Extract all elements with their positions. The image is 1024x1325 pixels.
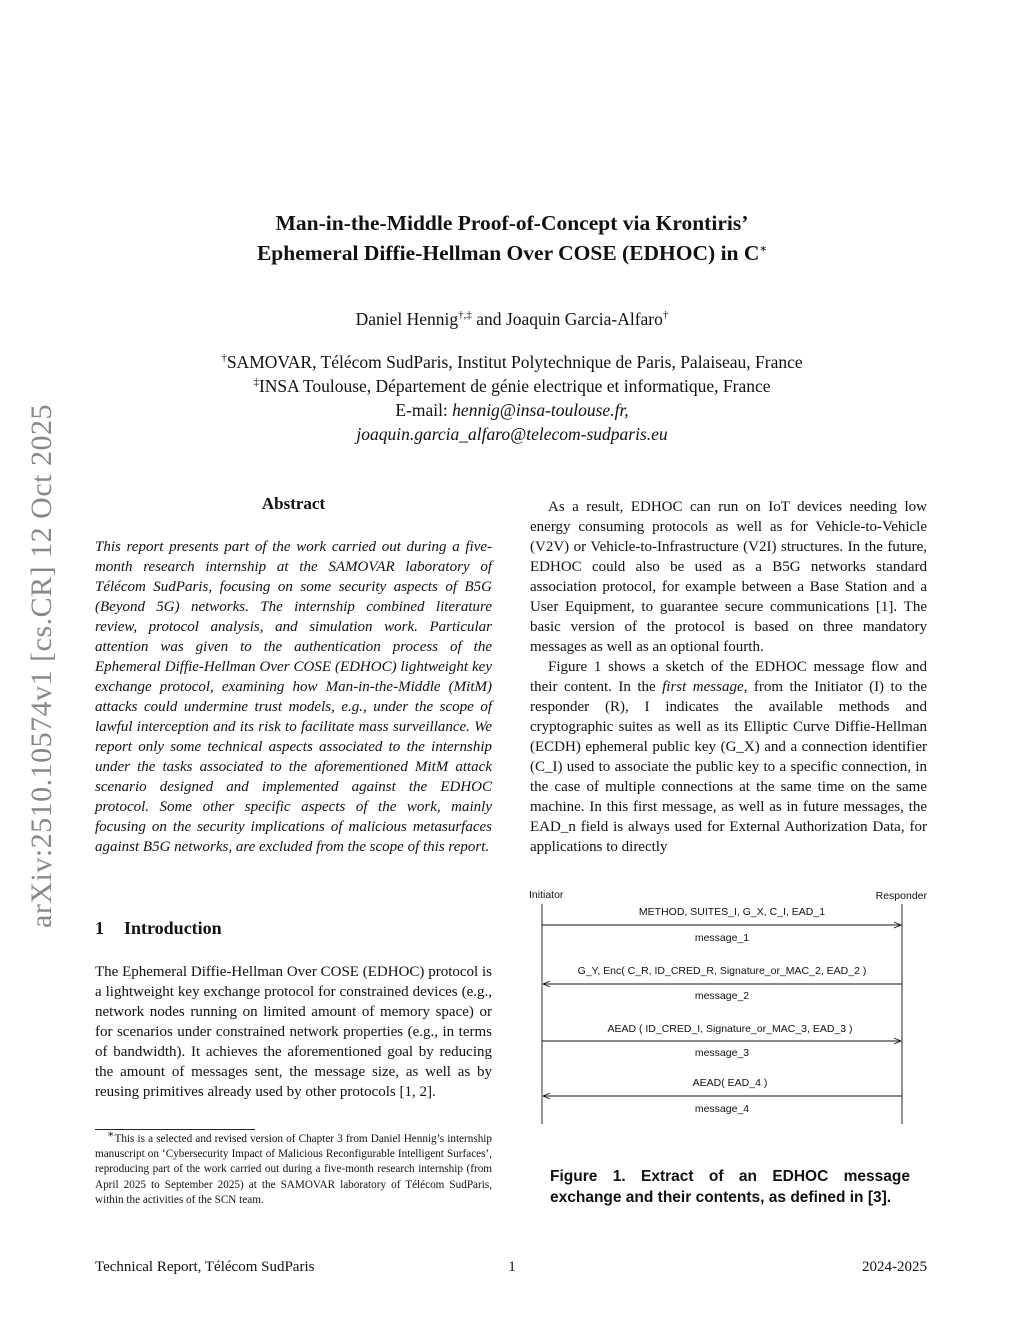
- message-2-content: G_Y, Enc( C_R, ID_CRED_R, Signature_or_MAC_2, EAD_2 ): [577, 965, 867, 977]
- introduction-text: The Ephemeral Diffie-Hellman Over COSE (EDHOC) protocol is a lightweight key exchange protocol for constrained devices (e.g., network nodes running on limited amount of memory space) or for scenarios under constrained network properties (e.g., in terms of bandwidth). It achieves the aforementioned goal by reducing the amount of messages sent, the message size, as well as by reusing primitives already used by other protocols [1, 2].: [95, 964, 492, 1100]
- author-2: Joaquin Garcia-Alfaro: [505, 309, 663, 329]
- responder-label: Responder: [875, 890, 927, 902]
- message-1-content: METHOD, SUITES_I, G_X, C_I, EAD_1: [638, 906, 826, 918]
- arxiv-id: arXiv:2510.10574v1 [cs.CR] 12 Oct 2025: [25, 404, 58, 928]
- email-line-2: [120, 422, 904, 446]
- paper-title: [120, 208, 904, 268]
- footer-right: 2024-2025: [862, 1259, 927, 1275]
- message-3-label: message_3: [694, 1047, 750, 1059]
- title-line-2: Ephemeral Diffie-Hellman Over COSE (EDHOC) in C∗: [256, 241, 768, 265]
- affiliations: [120, 350, 904, 446]
- paragraph-1: As a result, EDHOC can run on IoT devices needing low energy consuming protocols as well as for Vehicle-to-Vehicle (V2V) or Vehicle-to-Infrastructure (V2I) structures. In the future, EDHOC could also be used as a B5G networks standard association protocol, for example between a Base Station and a User Equipment, to guarantee secure communications [1]. The basic version of the protocol is based on three mandatory messages as well as an optional fourth.: [530, 499, 927, 655]
- affiliation-1: †SAMOVAR, Télécom SudParis, Institut Polytechnique de Paris, Palaiseau, France: [221, 352, 803, 372]
- arxiv-sidebar-stamp: [18, 376, 66, 956]
- page-number: 1: [508, 1259, 516, 1275]
- footnote: ∗This is a selected and revised version of Chapter 3 from Daniel Hennig’s internship manuscript on ‘Cybersecurity Impact of Malicious Reconfigurable Intelligent Surfaces’, reproducing part of the work carried out during a five-month research internship (from April 2025 to September 2025) at the SAMOVAR laboratory of Télécom SudParis, within the activities of the SCN team.: [95, 1128, 492, 1206]
- email-line: E-mail: hennig@insa-toulouse.fr,: [395, 400, 629, 420]
- title-line-1: Man-in-the-Middle Proof-of-Concept via Krontiris’: [275, 211, 749, 235]
- affiliation-2: ‡INSA Toulouse, Département de génie electrique et informatique, France: [253, 376, 771, 396]
- figure-caption: Figure 1. Extract of an EDHOC message exchange and their contents, as defined in [3].: [550, 1168, 910, 1206]
- message-1-label: message_1: [694, 932, 750, 944]
- message-4-content: AEAD( EAD_4 ): [692, 1077, 768, 1089]
- section-title: Introduction: [124, 918, 222, 938]
- initiator-label: Initiator: [529, 889, 564, 901]
- section-number: 1: [95, 918, 104, 938]
- email-2[interactable]: joaquin.garcia_alfaro@telecom-sudparis.eu: [356, 424, 668, 444]
- title-footnote-mark: ∗: [759, 242, 768, 255]
- author-1: Daniel Hennig: [355, 309, 459, 329]
- message-3-content: AEAD ( ID_CRED_I, Signature_or_MAC_3, EAD_3 ): [607, 1023, 853, 1035]
- section-heading-introduction: [95, 918, 222, 939]
- footnote-mark: ∗: [107, 1128, 115, 1141]
- footer-left: Technical Report, Télécom SudParis: [95, 1259, 315, 1275]
- message-2-label: message_2: [694, 990, 750, 1002]
- message-4-label: message_4: [694, 1103, 750, 1115]
- edhoc-sequence-diagram: [528, 884, 930, 1124]
- footnote-rule: [95, 1129, 255, 1130]
- abstract-heading: Abstract: [261, 494, 326, 513]
- right-column-text: [530, 497, 927, 857]
- email-1[interactable]: hennig@insa-toulouse.fr,: [452, 400, 629, 420]
- author-line: Daniel Hennig†,‡ and Joaquin Garcia-Alfaro†: [355, 309, 669, 329]
- paragraph-2: Figure 1 shows a sketch of the EDHOC message flow and their content. In the first message, from the Initiator (I) to the responder (R), I indicates the available methods and cryptographic suites as well as its Elliptic Curve Diffie-Hellman (ECDH) ephemeral public key (G_X) and a connection identifier (C_I) used to associate the public key to a specific connection, in the case of multiple connections at the same time on the same machine. In this first message, as well as in future messages, the EAD_n field is always used for External Authorization Data, for applications to directly: [530, 659, 928, 855]
- abstract-text: This report presents part of the work carried out during a five-month research internship at the SAMOVAR laboratory of Télécom SudParis, focusing on some security aspects of B5G (Beyond 5G) networks. The internship combined literature review, protocol analysis, and simulation work. Particular attention was given to the authentication process of the Ephemeral Diffie-Hellman Over COSE (EDHOC) lightweight key exchange protocol, examining how Man-in-the-Middle (MitM) attacks could undermine trust models, e.g., under the scope of lawful interception and its risk to facilitate mass surveillance. We report only some technical aspects associated to the internship under the tasks associated to the aforementioned MitM attack scenario designed and implemented against the EDHOC protocol. Some other specific aspects of the work, mainly focusing on the security implications of malicious metasurfaces against B5G networks, are excluded from the scope of this report.: [95, 539, 492, 855]
